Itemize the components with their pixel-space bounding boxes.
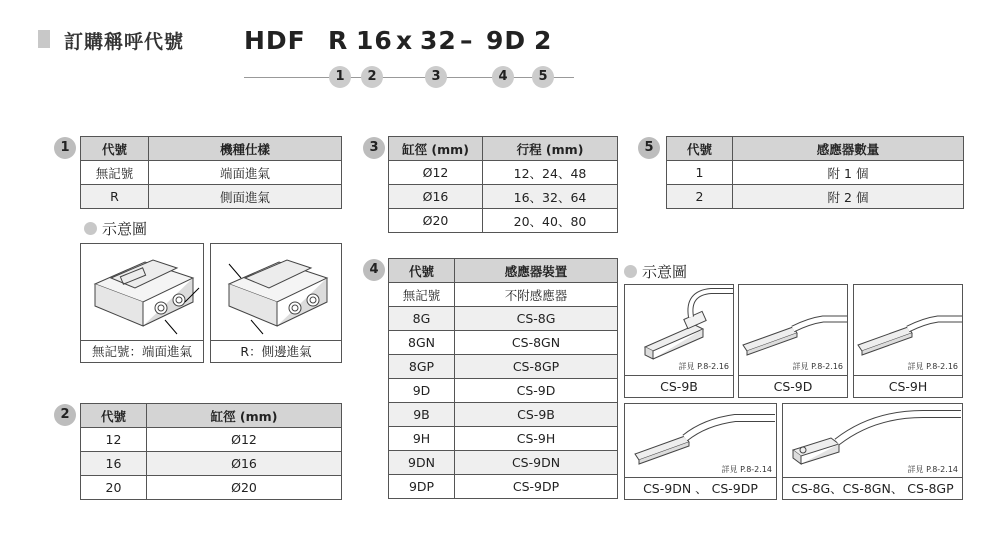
table-cell: CS-9B	[455, 403, 618, 427]
table-header: 代號	[389, 259, 455, 283]
section-2-table	[80, 403, 342, 500]
illustration-caption: CS-8G、CS-8GN、 CS-8GP	[783, 477, 962, 499]
page-reference: 詳見 P.8-2.16	[678, 362, 729, 371]
table-cell: 附 2 個	[733, 185, 964, 209]
table-row	[667, 161, 964, 185]
code-badge-2: 2	[361, 66, 383, 88]
page-reference: 詳見 P.8-2.16	[792, 362, 843, 371]
table-header: 行程 (mm)	[483, 137, 618, 161]
table-row	[389, 307, 618, 331]
section-1-legend	[84, 218, 147, 239]
code-index-line	[244, 77, 574, 78]
illustration-cs8g	[782, 403, 963, 500]
table-row	[389, 161, 618, 185]
table-row	[389, 185, 618, 209]
table-cell: Ø20	[389, 209, 483, 233]
illustration-cs9d	[738, 284, 848, 398]
table-header: 代號	[81, 137, 149, 161]
page-title: 訂購稱呼代號	[64, 31, 185, 53]
table-cell: 9H	[389, 427, 455, 451]
table-cell: CS-9DP	[455, 475, 618, 499]
table-header: 缸徑 (mm)	[389, 137, 483, 161]
table-cell: CS-8GN	[455, 331, 618, 355]
code-dash: –	[460, 26, 474, 55]
section-1-badge: 1	[54, 137, 76, 159]
bullet-icon	[84, 222, 97, 235]
code-badge-1: 1	[329, 66, 351, 88]
section-2-badge: 2	[54, 404, 76, 426]
legend-label: 示意圖	[642, 263, 688, 281]
table-row	[389, 475, 618, 499]
legend-label: 示意圖	[102, 220, 148, 238]
table-row	[81, 476, 342, 500]
table-cell: 9D	[389, 379, 455, 403]
table-cell: 8GP	[389, 355, 455, 379]
table-row	[389, 403, 618, 427]
code-bore: 16	[356, 26, 393, 55]
table-cell: CS-8GP	[455, 355, 618, 379]
table-cell: 8G	[389, 307, 455, 331]
cylinder-side-port-illustration	[211, 244, 342, 342]
table-header: 機種仕樣	[149, 137, 342, 161]
table-cell: Ø16	[147, 452, 342, 476]
code-x: x	[396, 26, 414, 55]
table-header: 代號	[81, 404, 147, 428]
page-reference: 詳見 P.8-2.16	[907, 362, 958, 371]
table-row	[389, 379, 618, 403]
illustration-caption: R：側邊進氣	[211, 340, 341, 362]
table-row	[81, 428, 342, 452]
table-cell: 2	[667, 185, 733, 209]
table-cell: CS-8G	[455, 307, 618, 331]
table-cell: Ø20	[147, 476, 342, 500]
table-cell: R	[81, 185, 149, 209]
code-sensor: 9D	[486, 26, 527, 55]
section-1-table	[80, 136, 342, 209]
table-row	[667, 185, 964, 209]
code-badge-3: 3	[425, 66, 447, 88]
table-cell: Ø16	[389, 185, 483, 209]
table-row	[81, 185, 342, 209]
table-cell: 20、40、80	[483, 209, 618, 233]
illustration-cs9h	[853, 284, 963, 398]
illustration-cs9dn	[624, 403, 777, 500]
table-cell: 側面進氣	[149, 185, 342, 209]
table-cell: CS-9H	[455, 427, 618, 451]
section-5-table	[666, 136, 964, 209]
code-badge-4: 4	[492, 66, 514, 88]
illustration-caption: CS-9D	[739, 375, 847, 397]
cylinder-end-port-illustration	[81, 244, 204, 342]
table-cell: 9DN	[389, 451, 455, 475]
code-qty: 2	[534, 26, 553, 55]
illustration-caption: CS-9B	[625, 375, 733, 397]
table-row	[389, 355, 618, 379]
table-row	[389, 209, 618, 233]
table-cell: 12	[81, 428, 147, 452]
illustration-caption: CS-9H	[854, 375, 962, 397]
table-cell: 不附感應器	[455, 283, 618, 307]
table-row	[389, 427, 618, 451]
table-header: 缸徑 (mm)	[147, 404, 342, 428]
page-reference: 詳見 P.8-2.14	[907, 465, 958, 474]
table-header: 感應器裝置	[455, 259, 618, 283]
section-3-badge: 3	[363, 137, 385, 159]
table-cell: 無記號	[389, 283, 455, 307]
table-cell: 附 1 個	[733, 161, 964, 185]
section-5-badge: 5	[638, 137, 660, 159]
code-badge-5: 5	[532, 66, 554, 88]
table-cell: 20	[81, 476, 147, 500]
page-reference: 詳見 P.8-2.14	[721, 465, 772, 474]
table-cell: 12、24、48	[483, 161, 618, 185]
code-port: R	[328, 26, 349, 55]
section-3-table	[388, 136, 618, 233]
table-cell: Ø12	[147, 428, 342, 452]
table-header: 代號	[667, 137, 733, 161]
table-row	[81, 452, 342, 476]
section-4-table	[388, 258, 618, 499]
illustration-caption: CS-9DN 、 CS-9DP	[625, 477, 776, 499]
table-cell: 9B	[389, 403, 455, 427]
illustration-cs9b	[624, 284, 734, 398]
bullet-icon	[624, 265, 637, 278]
illustration-end-port	[80, 243, 204, 363]
table-cell: CS-9D	[455, 379, 618, 403]
code-stroke: 32	[420, 26, 457, 55]
table-cell: 9DP	[389, 475, 455, 499]
section-4-legend	[624, 261, 687, 282]
table-cell: CS-9DN	[455, 451, 618, 475]
table-cell: 無記號	[81, 161, 149, 185]
table-row	[389, 283, 618, 307]
section-4-badge: 4	[363, 259, 385, 281]
table-row	[389, 331, 618, 355]
table-cell: 8GN	[389, 331, 455, 355]
code-series: HDF	[244, 26, 306, 55]
table-cell: 16、32、64	[483, 185, 618, 209]
table-row	[389, 451, 618, 475]
table-cell: 16	[81, 452, 147, 476]
table-cell: 1	[667, 161, 733, 185]
table-cell: 端面進氣	[149, 161, 342, 185]
illustration-side-port	[210, 243, 342, 363]
table-header: 感應器數量	[733, 137, 964, 161]
title-marker	[38, 30, 50, 48]
illustration-caption: 無記號：端面進氣	[81, 340, 203, 362]
table-row	[81, 161, 342, 185]
table-cell: Ø12	[389, 161, 483, 185]
